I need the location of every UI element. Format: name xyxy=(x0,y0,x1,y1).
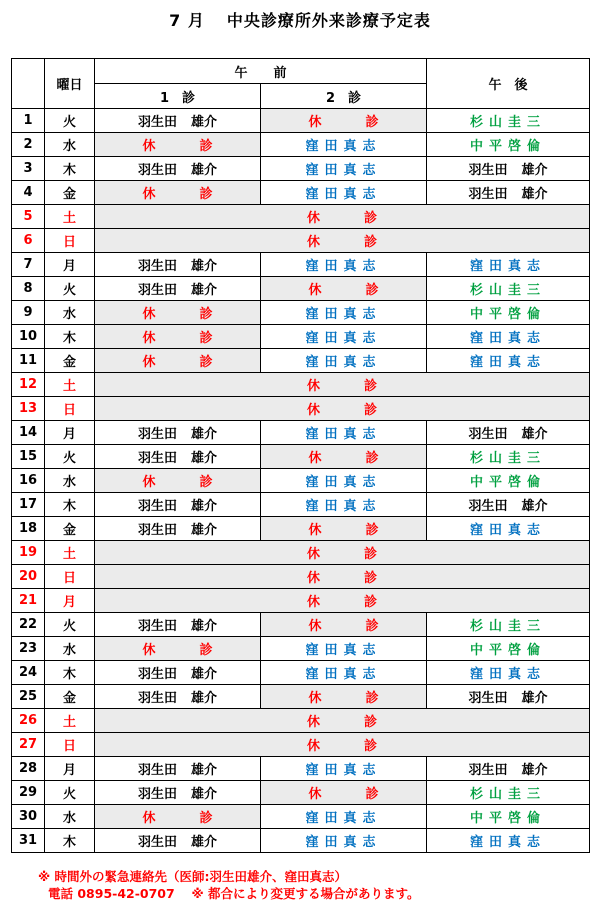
table-row xyxy=(12,637,590,661)
doctor-last-name: 羽生田 xyxy=(137,163,177,178)
cell-kubota: 窪田真志 xyxy=(261,421,427,445)
cell-kubota: 窪田真志 xyxy=(427,253,590,277)
cell-kubota: 窪田真志 xyxy=(261,829,427,853)
cell-hanyuda xyxy=(95,277,261,301)
day-of-week: 土 xyxy=(45,541,95,565)
cell-nakahira: 中平啓倫 xyxy=(427,469,590,493)
closed-label-1: 休 xyxy=(307,571,321,586)
table-row xyxy=(12,469,590,493)
cell-kubota: 窪田真志 xyxy=(427,517,590,541)
doctor-last-name: 羽生田 xyxy=(468,499,508,514)
cell-nakahira: 中平啓倫 xyxy=(427,805,590,829)
doctor-first-name: 雄介 xyxy=(191,499,218,514)
cell-closed xyxy=(95,301,261,325)
day-number: 1 xyxy=(12,109,45,133)
cell-sugiyama: 杉山圭三 xyxy=(427,781,590,805)
day-number: 31 xyxy=(12,829,45,853)
day-of-week: 日 xyxy=(45,733,95,757)
closed-label-2: 診 xyxy=(365,787,379,802)
day-of-week: 月 xyxy=(45,589,95,613)
closed-label-1: 休 xyxy=(308,691,322,706)
closed-label-1: 休 xyxy=(308,451,322,466)
day-number: 14 xyxy=(12,421,45,445)
cell-closed xyxy=(261,781,427,805)
table-row xyxy=(12,373,590,397)
cell-kubota: 窪田真志 xyxy=(427,829,590,853)
cell-hanyuda xyxy=(95,493,261,517)
doctor-last-name: 羽生田 xyxy=(468,163,508,178)
day-of-week: 火 xyxy=(45,613,95,637)
cell-hanyuda xyxy=(95,829,261,853)
cell-kubota: 窪田真志 xyxy=(427,661,590,685)
closed-label-2: 診 xyxy=(363,595,377,610)
doctor-last-name: 羽生田 xyxy=(137,115,177,130)
cell-closed xyxy=(95,133,261,157)
day-of-week: 火 xyxy=(45,277,95,301)
doctor-last-name: 羽生田 xyxy=(468,763,508,778)
day-of-week: 木 xyxy=(45,661,95,685)
cell-hanyuda xyxy=(95,781,261,805)
day-number: 17 xyxy=(12,493,45,517)
cell-kubota: 窪田真志 xyxy=(427,325,590,349)
cell-hanyuda xyxy=(95,109,261,133)
table-row xyxy=(12,829,590,853)
day-of-week: 金 xyxy=(45,517,95,541)
day-number: 11 xyxy=(12,349,45,373)
cell-kubota: 窪田真志 xyxy=(261,805,427,829)
day-number: 29 xyxy=(12,781,45,805)
cell-hanyuda xyxy=(427,757,590,781)
table-row xyxy=(12,493,590,517)
cell-hanyuda xyxy=(95,445,261,469)
doctor-first-name: 雄介 xyxy=(191,115,218,130)
doctor-first-name: 雄介 xyxy=(191,427,218,442)
table-row xyxy=(12,541,590,565)
doctor-last-name: 羽生田 xyxy=(137,667,177,682)
closed-label-1: 休 xyxy=(142,187,156,202)
closed-label-1: 休 xyxy=(308,787,322,802)
day-number: 28 xyxy=(12,757,45,781)
cell-closed xyxy=(261,517,427,541)
day-number: 26 xyxy=(12,709,45,733)
day-number: 16 xyxy=(12,469,45,493)
cell-kubota: 窪田真志 xyxy=(427,349,590,373)
doctor-first-name: 雄介 xyxy=(191,283,218,298)
closed-label-2: 診 xyxy=(365,691,379,706)
doctor-first-name: 雄介 xyxy=(521,499,548,514)
cell-kubota: 窪田真志 xyxy=(261,325,427,349)
cell-kubota: 窪田真志 xyxy=(261,757,427,781)
note-line-1: ※ 時間外の緊急連絡先（医師:羽生田雄介、窪田真志） xyxy=(38,869,348,884)
table-row xyxy=(12,805,590,829)
closed-label-2: 診 xyxy=(199,187,213,202)
cell-hanyuda xyxy=(427,157,590,181)
table-row xyxy=(12,109,590,133)
cell-holiday xyxy=(95,565,590,589)
day-number: 3 xyxy=(12,157,45,181)
cell-hanyuda xyxy=(95,157,261,181)
day-of-week: 水 xyxy=(45,805,95,829)
cell-nakahira: 中平啓倫 xyxy=(427,133,590,157)
closed-label-2: 診 xyxy=(199,811,213,826)
day-number: 24 xyxy=(12,661,45,685)
cell-holiday xyxy=(95,589,590,613)
table-row xyxy=(12,349,590,373)
table-row xyxy=(12,253,590,277)
day-number: 2 xyxy=(12,133,45,157)
header-am1: 1 診 xyxy=(95,84,261,109)
closed-label-2: 診 xyxy=(365,115,379,130)
cell-kubota: 窪田真志 xyxy=(261,493,427,517)
header-am2: 2 診 xyxy=(261,84,427,109)
cell-holiday xyxy=(95,397,590,421)
doctor-first-name: 雄介 xyxy=(521,187,548,202)
closed-label-1: 休 xyxy=(142,475,156,490)
doctor-first-name: 雄介 xyxy=(191,667,218,682)
table-row xyxy=(12,133,590,157)
closed-label-2: 診 xyxy=(199,307,213,322)
table-row xyxy=(12,565,590,589)
day-number: 20 xyxy=(12,565,45,589)
cell-kubota: 窪田真志 xyxy=(261,661,427,685)
cell-holiday xyxy=(95,373,590,397)
cell-sugiyama: 杉山圭三 xyxy=(427,109,590,133)
closed-label-2: 診 xyxy=(363,571,377,586)
table-row xyxy=(12,397,590,421)
doctor-last-name: 羽生田 xyxy=(137,763,177,778)
closed-label-1: 休 xyxy=(308,115,322,130)
cell-closed xyxy=(261,109,427,133)
title-month: 7 月 xyxy=(169,11,205,30)
closed-label-2: 診 xyxy=(363,715,377,730)
table-row xyxy=(12,517,590,541)
cell-hanyuda xyxy=(427,493,590,517)
day-number: 15 xyxy=(12,445,45,469)
day-of-week: 金 xyxy=(45,181,95,205)
day-of-week: 土 xyxy=(45,205,95,229)
day-number: 18 xyxy=(12,517,45,541)
closed-label-1: 休 xyxy=(307,403,321,418)
closed-label-1: 休 xyxy=(307,547,321,562)
doctor-first-name: 雄介 xyxy=(521,763,548,778)
doctor-last-name: 羽生田 xyxy=(468,691,508,706)
day-number: 8 xyxy=(12,277,45,301)
table-row xyxy=(12,661,590,685)
day-of-week: 月 xyxy=(45,253,95,277)
cell-hanyuda xyxy=(95,613,261,637)
day-number: 22 xyxy=(12,613,45,637)
day-number: 23 xyxy=(12,637,45,661)
table-row xyxy=(12,589,590,613)
closed-label-2: 診 xyxy=(363,211,377,226)
day-of-week: 木 xyxy=(45,493,95,517)
day-of-week: 水 xyxy=(45,637,95,661)
cell-holiday xyxy=(95,733,590,757)
closed-label-1: 休 xyxy=(307,379,321,394)
day-number: 6 xyxy=(12,229,45,253)
doctor-first-name: 雄介 xyxy=(191,691,218,706)
table-row xyxy=(12,733,590,757)
closed-label-1: 休 xyxy=(142,331,156,346)
schedule-body xyxy=(12,109,590,853)
closed-label-1: 休 xyxy=(142,307,156,322)
day-of-week: 金 xyxy=(45,349,95,373)
cell-holiday xyxy=(95,541,590,565)
cell-closed xyxy=(95,469,261,493)
cell-hanyuda xyxy=(427,685,590,709)
cell-hanyuda xyxy=(427,421,590,445)
day-number: 13 xyxy=(12,397,45,421)
doctor-first-name: 雄介 xyxy=(191,619,218,634)
closed-label-1: 休 xyxy=(308,283,322,298)
doctor-last-name: 羽生田 xyxy=(137,451,177,466)
schedule-table xyxy=(11,58,590,853)
day-of-week: 日 xyxy=(45,229,95,253)
cell-hanyuda xyxy=(427,181,590,205)
cell-hanyuda xyxy=(95,517,261,541)
closed-label-1: 休 xyxy=(142,811,156,826)
doctor-last-name: 羽生田 xyxy=(468,427,508,442)
closed-label-1: 休 xyxy=(308,619,322,634)
day-of-week: 火 xyxy=(45,781,95,805)
closed-label-1: 休 xyxy=(307,595,321,610)
doctor-first-name: 雄介 xyxy=(191,163,218,178)
closed-label-2: 診 xyxy=(199,643,213,658)
cell-closed xyxy=(261,613,427,637)
doctor-last-name: 羽生田 xyxy=(137,691,177,706)
day-number: 25 xyxy=(12,685,45,709)
doctor-last-name: 羽生田 xyxy=(137,523,177,538)
cell-kubota: 窪田真志 xyxy=(261,469,427,493)
cell-closed xyxy=(95,181,261,205)
doctor-last-name: 羽生田 xyxy=(468,187,508,202)
doctor-first-name: 雄介 xyxy=(191,835,218,850)
doctor-last-name: 羽生田 xyxy=(137,835,177,850)
closed-label-1: 休 xyxy=(142,355,156,370)
header-dow: 曜日 xyxy=(45,59,95,109)
day-number: 4 xyxy=(12,181,45,205)
cell-nakahira: 中平啓倫 xyxy=(427,301,590,325)
footer-note xyxy=(38,868,598,902)
table-row xyxy=(12,181,590,205)
title-text: 中央診療所外来診療予定表 xyxy=(226,11,431,30)
day-of-week: 日 xyxy=(45,397,95,421)
cell-nakahira: 中平啓倫 xyxy=(427,637,590,661)
closed-label-2: 診 xyxy=(363,379,377,394)
day-of-week: 日 xyxy=(45,565,95,589)
table-row xyxy=(12,301,590,325)
cell-holiday xyxy=(95,709,590,733)
closed-label-2: 診 xyxy=(199,331,213,346)
closed-label-1: 休 xyxy=(142,643,156,658)
cell-closed xyxy=(261,445,427,469)
cell-closed xyxy=(261,685,427,709)
day-of-week: 金 xyxy=(45,685,95,709)
closed-label-1: 休 xyxy=(308,523,322,538)
cell-closed xyxy=(95,637,261,661)
closed-label-2: 診 xyxy=(363,547,377,562)
cell-kubota: 窪田真志 xyxy=(261,157,427,181)
day-number: 21 xyxy=(12,589,45,613)
doctor-first-name: 雄介 xyxy=(191,451,218,466)
cell-kubota: 窪田真志 xyxy=(261,133,427,157)
table-row xyxy=(12,685,590,709)
doctor-last-name: 羽生田 xyxy=(137,427,177,442)
doctor-last-name: 羽生田 xyxy=(137,619,177,634)
cell-holiday xyxy=(95,205,590,229)
table-row xyxy=(12,277,590,301)
day-of-week: 水 xyxy=(45,301,95,325)
closed-label-2: 診 xyxy=(365,523,379,538)
day-number: 7 xyxy=(12,253,45,277)
cell-closed xyxy=(95,325,261,349)
header-day xyxy=(12,59,45,109)
cell-hanyuda xyxy=(95,661,261,685)
cell-hanyuda xyxy=(95,253,261,277)
day-number: 30 xyxy=(12,805,45,829)
day-of-week: 木 xyxy=(45,325,95,349)
doctor-first-name: 雄介 xyxy=(191,523,218,538)
cell-kubota: 窪田真志 xyxy=(261,253,427,277)
table-row xyxy=(12,325,590,349)
cell-hanyuda xyxy=(95,421,261,445)
table-row xyxy=(12,229,590,253)
day-of-week: 水 xyxy=(45,133,95,157)
day-number: 9 xyxy=(12,301,45,325)
doctor-first-name: 雄介 xyxy=(191,787,218,802)
day-of-week: 月 xyxy=(45,757,95,781)
doctor-last-name: 羽生田 xyxy=(137,283,177,298)
table-row xyxy=(12,613,590,637)
doctor-first-name: 雄介 xyxy=(521,163,548,178)
doctor-last-name: 羽生田 xyxy=(137,787,177,802)
cell-kubota: 窪田真志 xyxy=(261,637,427,661)
closed-label-2: 診 xyxy=(365,451,379,466)
closed-label-1: 休 xyxy=(307,235,321,250)
day-number: 5 xyxy=(12,205,45,229)
day-of-week: 土 xyxy=(45,373,95,397)
day-of-week: 水 xyxy=(45,469,95,493)
cell-kubota: 窪田真志 xyxy=(261,349,427,373)
day-of-week: 火 xyxy=(45,445,95,469)
doctor-first-name: 雄介 xyxy=(191,259,218,274)
cell-kubota: 窪田真志 xyxy=(261,181,427,205)
closed-label-1: 休 xyxy=(142,139,156,154)
day-of-week: 月 xyxy=(45,421,95,445)
cell-holiday xyxy=(95,229,590,253)
cell-closed xyxy=(95,805,261,829)
day-of-week: 土 xyxy=(45,709,95,733)
closed-label-2: 診 xyxy=(365,283,379,298)
closed-label-2: 診 xyxy=(365,619,379,634)
day-of-week: 木 xyxy=(45,157,95,181)
page-title xyxy=(0,8,600,31)
header-am: 午 前 xyxy=(95,59,427,84)
table-row xyxy=(12,757,590,781)
closed-label-2: 診 xyxy=(199,355,213,370)
day-number: 12 xyxy=(12,373,45,397)
doctor-first-name: 雄介 xyxy=(521,691,548,706)
note-line-2: 電話 0895-42-0707 ※ 都合により変更する場合があります。 xyxy=(48,886,420,901)
header-row-1 xyxy=(12,59,590,84)
cell-hanyuda xyxy=(95,685,261,709)
doctor-last-name: 羽生田 xyxy=(137,499,177,514)
day-number: 19 xyxy=(12,541,45,565)
cell-closed xyxy=(261,277,427,301)
header-pm: 午 後 xyxy=(427,59,590,109)
cell-sugiyama: 杉山圭三 xyxy=(427,445,590,469)
day-of-week: 火 xyxy=(45,109,95,133)
doctor-last-name: 羽生田 xyxy=(137,259,177,274)
closed-label-2: 診 xyxy=(363,235,377,250)
table-row xyxy=(12,445,590,469)
cell-closed xyxy=(95,349,261,373)
cell-sugiyama: 杉山圭三 xyxy=(427,277,590,301)
day-number: 10 xyxy=(12,325,45,349)
table-row xyxy=(12,781,590,805)
cell-hanyuda xyxy=(95,757,261,781)
closed-label-1: 休 xyxy=(307,211,321,226)
table-row xyxy=(12,421,590,445)
cell-sugiyama: 杉山圭三 xyxy=(427,613,590,637)
closed-label-2: 診 xyxy=(363,739,377,754)
table-row xyxy=(12,157,590,181)
day-number: 27 xyxy=(12,733,45,757)
day-of-week: 木 xyxy=(45,829,95,853)
closed-label-2: 診 xyxy=(199,139,213,154)
doctor-first-name: 雄介 xyxy=(521,427,548,442)
table-row xyxy=(12,709,590,733)
closed-label-1: 休 xyxy=(307,715,321,730)
closed-label-2: 診 xyxy=(363,403,377,418)
closed-label-1: 休 xyxy=(307,739,321,754)
doctor-first-name: 雄介 xyxy=(191,763,218,778)
closed-label-2: 診 xyxy=(199,475,213,490)
table-row xyxy=(12,205,590,229)
cell-kubota: 窪田真志 xyxy=(261,301,427,325)
